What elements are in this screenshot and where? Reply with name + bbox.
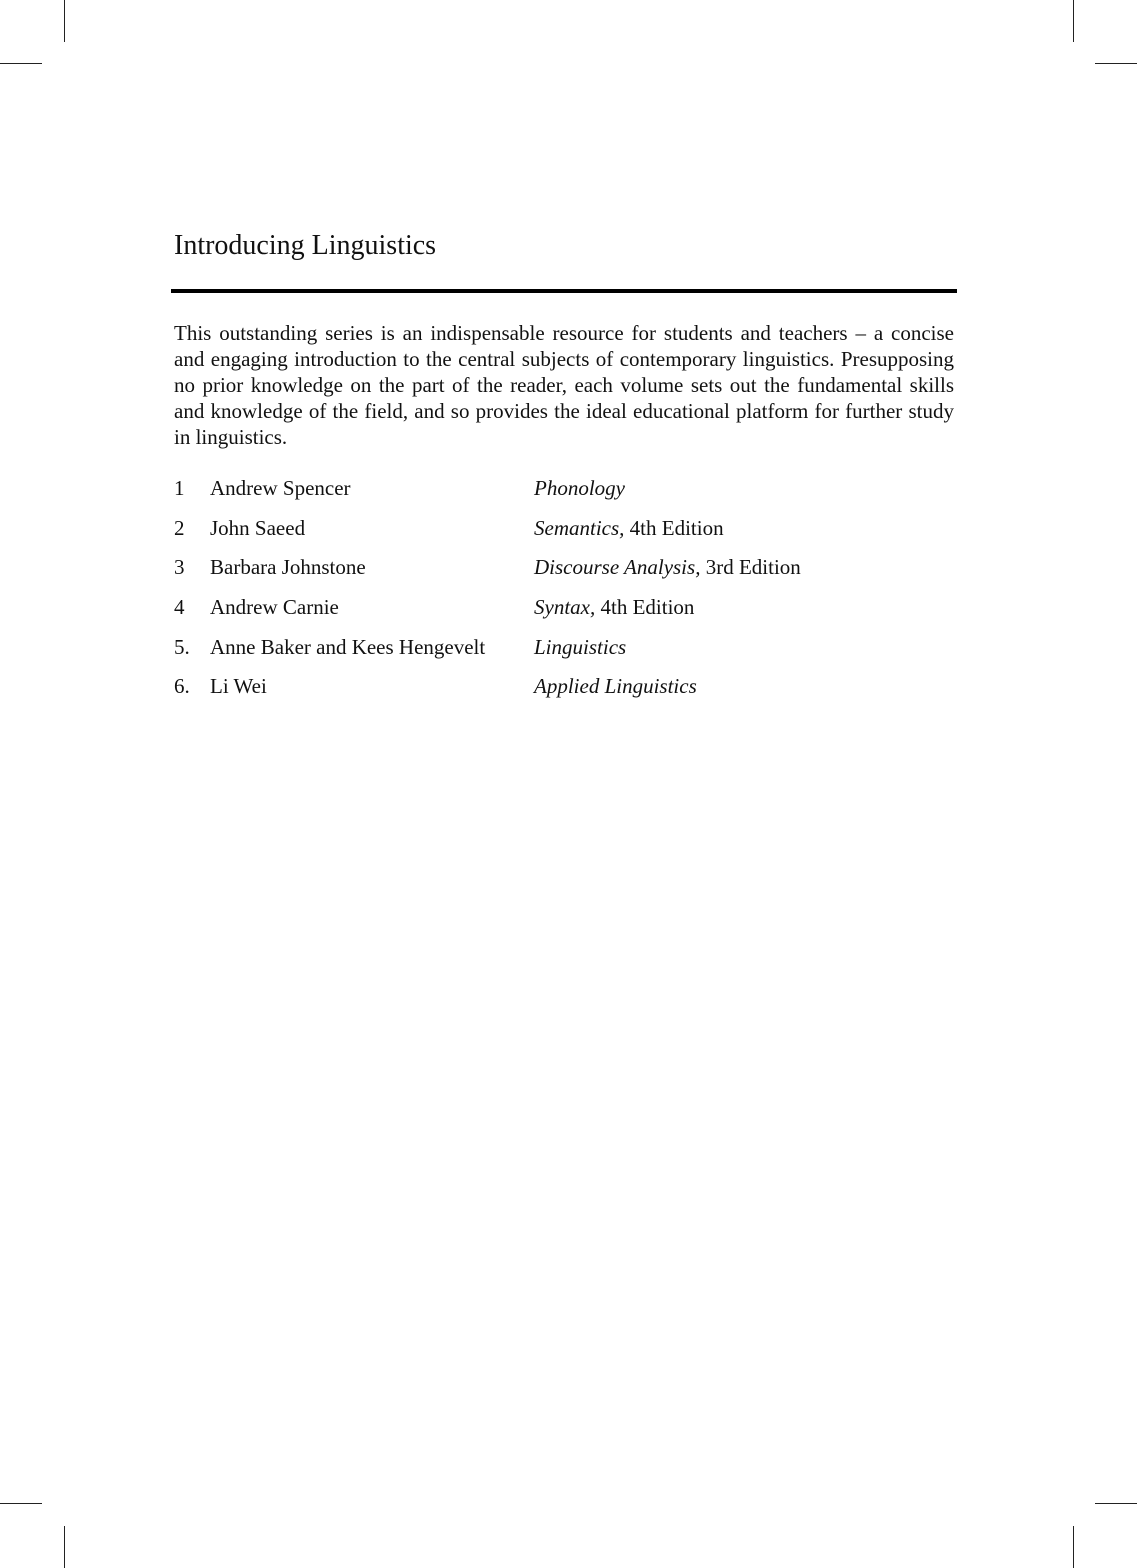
crop-mark-bottom-right-horizontal	[1095, 1503, 1137, 1504]
volume-title-italic: Phonology	[534, 476, 625, 500]
volume-title-italic: Linguistics	[534, 634, 627, 659]
volume-edition: 3rd Edition	[700, 555, 801, 580]
volume-title-italic: Syntax,	[534, 595, 596, 620]
volume-author: Andrew Spencer	[210, 476, 351, 500]
volume-number: 3	[174, 555, 185, 580]
list-item	[174, 472, 974, 512]
series-description: This outstanding series is an indispensable resource for students and teachers – a concise and engaging introduction to the central subjects of contemporary linguistics. Presupposing no prior knowledge on the part of the reader, each volume sets out the fundamental skills and knowledge of the field, and so provides the ideal educational platform for further study in linguistics.	[174, 321, 954, 449]
crop-mark-top-left-vertical	[64, 0, 65, 42]
volume-number: 5.	[174, 634, 190, 659]
volume-author: Andrew Carnie	[210, 595, 339, 620]
volume-author: Li Wei	[210, 674, 267, 699]
volume-title-italic: Applied Linguistics	[534, 674, 697, 699]
crop-mark-top-left-horizontal	[0, 63, 42, 64]
volume-list	[174, 472, 974, 710]
volume-title-italic: Semantics,	[534, 515, 625, 540]
crop-mark-bottom-left-horizontal	[0, 1503, 42, 1504]
volume-title	[534, 512, 724, 544]
crop-mark-bottom-left-vertical	[64, 1526, 65, 1568]
volume-edition: 4th Edition	[595, 595, 695, 620]
list-item	[174, 512, 974, 552]
crop-mark-top-right-vertical	[1073, 0, 1074, 42]
volume-title	[534, 472, 625, 504]
list-item	[174, 631, 974, 671]
volume-author: John Saeed	[210, 515, 306, 540]
volume-number: 4	[174, 595, 185, 620]
volume-edition: 4th Edition	[624, 515, 724, 540]
crop-mark-top-right-horizontal	[1095, 63, 1137, 64]
series-title: Introducing Linguistics	[174, 230, 437, 261]
list-item	[174, 551, 974, 591]
volume-title-italic: Discourse Analysis,	[534, 555, 701, 580]
list-item	[174, 591, 974, 631]
volume-number: 2	[174, 515, 185, 540]
volume-title	[534, 670, 697, 702]
volume-title	[534, 591, 694, 623]
volume-author: Barbara Johnstone	[210, 555, 366, 580]
volume-author: Anne Baker and Kees Hengevelt	[210, 634, 486, 659]
volume-number: 6.	[174, 674, 190, 699]
volume-number: 1	[174, 476, 185, 500]
title-rule	[171, 289, 957, 293]
volume-title	[534, 551, 801, 583]
crop-mark-bottom-right-vertical	[1073, 1526, 1074, 1568]
list-item	[174, 670, 974, 710]
volume-title	[534, 631, 626, 663]
